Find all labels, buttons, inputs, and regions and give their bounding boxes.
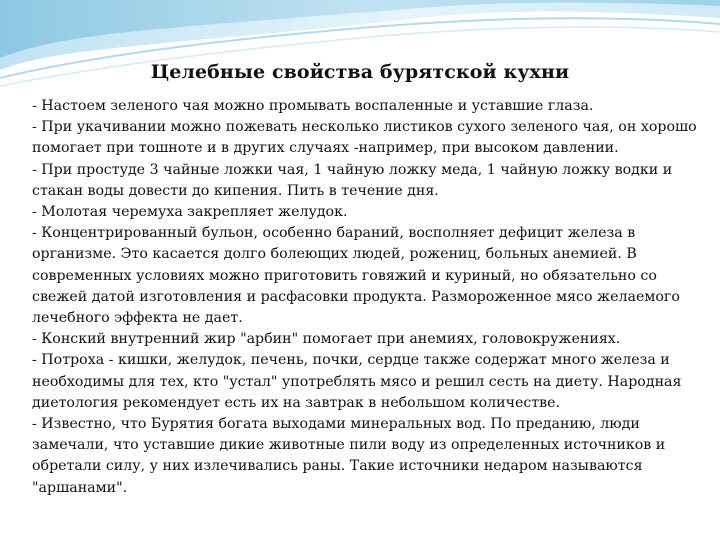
paragraph-motion-sickness: - При укачивании можно пожевать несколько листиков сухого зеленого чая, он хорошо помогает при тошноте и в других случаях -например, при высоком давлении. bbox=[32, 119, 697, 157]
slide-title: Целебные свойства бурятской кухни bbox=[150, 61, 570, 83]
paragraph-offal: - Потроха - кишки, желудок, печень, почки, сердце также содержат много железа и необходимы для тех, кто "устал" употреблять мясо и решил сесть на диету. Народная диетология рекомендует есть их на завтрак в небольшом количестве. bbox=[32, 352, 682, 411]
decorative-wave-header bbox=[0, 0, 720, 110]
paragraph-horse-fat: - Конский внутренний жир "арбин" помогает при анемиях, головокружениях. bbox=[32, 331, 621, 348]
body-text bbox=[32, 96, 704, 499]
paragraph-mineral-waters: - Известно, что Бурятия богата выходами минеральных вод. По преданию, люди замечали, что уставшие дикие животные пили воду из определенных источников и обретали силу, у них излечивались раны. Такие источники недаром называются "аршанами". bbox=[32, 416, 666, 496]
paragraph-broth: - Концентрированный бульон, особенно бараний, восполняет дефицит железа в организме. Это касается долго болеющих людей, рожениц, больных анемией. В современных условиях можно приготовить говяжий и куриный, но обязательно со свежей датой изготовления и расфасовки продукта. Размороженное мясо желаемого лечебного эффекта не дает. bbox=[32, 225, 680, 327]
paragraph-cold-remedy: - При простуде 3 чайные ложки чая, 1 чайную ложку меда, 1 чайную ложку водки и стакан воды довести до кипения. Пить в течение дня. bbox=[32, 161, 673, 199]
paragraph-bird-cherry: - Молотая черемуха закрепляет желудок. bbox=[32, 204, 348, 221]
paragraph-green-tea-eyes: - Настоем зеленого чая можно промывать воспаленные и уставшие глаза. bbox=[32, 98, 594, 114]
